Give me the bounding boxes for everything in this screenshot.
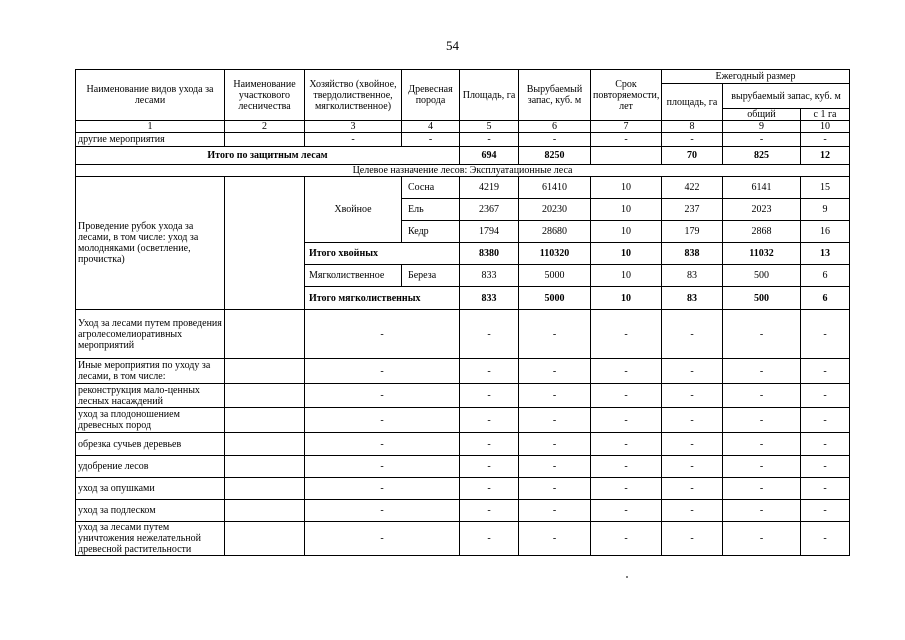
cell: -: [460, 384, 519, 408]
cell: -: [305, 456, 460, 478]
empty-cell: [225, 359, 305, 384]
cell-label: Иные мероприятия по уходу за лесами, в том числе:: [76, 359, 225, 384]
cell: -: [305, 500, 460, 522]
cell: 500: [723, 287, 801, 310]
cell: -: [801, 433, 850, 456]
cell: -: [519, 310, 591, 359]
header-col9: общий: [723, 109, 801, 121]
cell: -: [460, 408, 519, 433]
cell: -: [460, 456, 519, 478]
col-number: 8: [662, 121, 723, 133]
cell: -: [591, 478, 662, 500]
empty-cell: [225, 177, 305, 310]
cell: 6: [801, 287, 850, 310]
cell: -: [591, 433, 662, 456]
cell-label: Уход за лесами путем проведения агролесомелиоративных мероприятий: [76, 310, 225, 359]
cell: 8250: [519, 147, 591, 165]
cell: -: [519, 433, 591, 456]
cell: 6141: [723, 177, 801, 199]
header-col8: площадь, га: [662, 84, 723, 121]
cell: 237: [662, 199, 723, 221]
cell: -: [662, 478, 723, 500]
cell: 20230: [519, 199, 591, 221]
total-protective-label: Итого по защитным лесам: [76, 147, 460, 165]
cell: 2868: [723, 221, 801, 243]
cell: -: [305, 359, 460, 384]
page-number: 54: [446, 38, 459, 53]
cell: -: [591, 522, 662, 556]
cell: -: [662, 522, 723, 556]
cell: -: [591, 500, 662, 522]
cell: 5000: [519, 265, 591, 287]
cell: -: [662, 433, 723, 456]
total-softwood-label: Итого мягколиственных: [305, 287, 460, 310]
cell: [591, 147, 662, 165]
cell: 179: [662, 221, 723, 243]
cell: -: [460, 359, 519, 384]
cell: -: [662, 500, 723, 522]
empty-cell: [225, 500, 305, 522]
cell: -: [519, 384, 591, 408]
table-row: [76, 384, 850, 408]
cell: -: [591, 133, 662, 147]
table-row: [76, 133, 850, 147]
cell: -: [723, 384, 801, 408]
cell: -: [801, 384, 850, 408]
forest-care-table: [75, 69, 850, 556]
cell: 28680: [519, 221, 591, 243]
table-row: [76, 478, 850, 500]
cell: -: [519, 522, 591, 556]
empty-cell: [225, 408, 305, 433]
cell: 838: [662, 243, 723, 265]
cell: -: [801, 500, 850, 522]
cell: -: [591, 384, 662, 408]
cell: -: [305, 133, 402, 147]
cell: 825: [723, 147, 801, 165]
cell: 16: [801, 221, 850, 243]
cell: -: [723, 478, 801, 500]
cell: 61410: [519, 177, 591, 199]
cell: 500: [723, 265, 801, 287]
cell: -: [591, 408, 662, 433]
cell: -: [591, 359, 662, 384]
cell: -: [723, 433, 801, 456]
header-annual: Ежегодный размер: [662, 70, 850, 84]
cell: 110320: [519, 243, 591, 265]
cell: 10: [591, 287, 662, 310]
col-number: 6: [519, 121, 591, 133]
empty-cell: [225, 433, 305, 456]
cell: 10: [591, 177, 662, 199]
header-col10: с 1 га: [801, 109, 850, 121]
header-col2: Наименование участкового лесничества: [225, 70, 305, 121]
cell: 11032: [723, 243, 801, 265]
cell: -: [519, 500, 591, 522]
table-row: [76, 456, 850, 478]
col-number: 3: [305, 121, 402, 133]
table-row: [76, 177, 850, 199]
cell-label: другие мероприятия: [76, 133, 225, 147]
cell: -: [305, 522, 460, 556]
cell: -: [801, 456, 850, 478]
cell: 12: [801, 147, 850, 165]
cell: 10: [591, 265, 662, 287]
cell: -: [801, 478, 850, 500]
cell-label: уход за подлеском: [76, 500, 225, 522]
total-coniferous-label: Итого хвойных: [305, 243, 460, 265]
header-annual-stock: вырубаемый запас, куб. м: [723, 84, 850, 109]
total-row: [76, 147, 850, 165]
cell: -: [801, 133, 850, 147]
empty-cell: [225, 384, 305, 408]
cell-label: уход за лесами путем уничтожения нежелательной древесной растительности: [76, 522, 225, 556]
species-birch: Береза: [402, 265, 460, 287]
cell: -: [519, 456, 591, 478]
cell: -: [519, 133, 591, 147]
cell: 2023: [723, 199, 801, 221]
cell: 8380: [460, 243, 519, 265]
cell: -: [723, 522, 801, 556]
cell: 2367: [460, 199, 519, 221]
cell: -: [662, 310, 723, 359]
cell: 10: [591, 199, 662, 221]
scan-speck: [626, 576, 628, 578]
cell: 1794: [460, 221, 519, 243]
section-title: Целевое назначение лесов: Эксплуатационные леса: [76, 165, 850, 177]
col-number: 5: [460, 121, 519, 133]
empty-cell: [225, 522, 305, 556]
cell: -: [801, 522, 850, 556]
table-row: [76, 310, 850, 359]
col-number: 10: [801, 121, 850, 133]
cell: -: [723, 310, 801, 359]
cell: 13: [801, 243, 850, 265]
cell: 5000: [519, 287, 591, 310]
header-col4: Древесная порода: [402, 70, 460, 121]
cell: 83: [662, 287, 723, 310]
cell: -: [402, 133, 460, 147]
empty-cell: [225, 478, 305, 500]
col-number: 4: [402, 121, 460, 133]
cell: -: [723, 133, 801, 147]
cell: -: [460, 133, 519, 147]
cell: 694: [460, 147, 519, 165]
cell: -: [460, 478, 519, 500]
cell-label: удобрение лесов: [76, 456, 225, 478]
col-number: 2: [225, 121, 305, 133]
cell: 83: [662, 265, 723, 287]
cell-label: уход за плодоношением древесных пород: [76, 408, 225, 433]
cell: 4219: [460, 177, 519, 199]
cell: -: [305, 310, 460, 359]
cell: -: [519, 408, 591, 433]
cell: -: [460, 310, 519, 359]
cell: -: [662, 456, 723, 478]
species-spruce: Ель: [402, 199, 460, 221]
cell: -: [801, 408, 850, 433]
cell: 833: [460, 265, 519, 287]
cell: -: [305, 408, 460, 433]
table-row: [76, 359, 850, 384]
cell: -: [305, 384, 460, 408]
cell: -: [723, 408, 801, 433]
cell: 9: [801, 199, 850, 221]
cell: -: [723, 500, 801, 522]
cell: -: [723, 456, 801, 478]
table-row: [76, 433, 850, 456]
header-col3: Хозяйство (хвойное, твердолиственное, мягколиственное): [305, 70, 402, 121]
cell: -: [519, 359, 591, 384]
cell: 15: [801, 177, 850, 199]
cell: 10: [591, 243, 662, 265]
header-col6: Вырубаемый запас, куб. м: [519, 70, 591, 121]
softwood-label: Мягколиственное: [305, 265, 402, 287]
cell: -: [591, 456, 662, 478]
header-col5: Площадь, га: [460, 70, 519, 121]
coniferous-label: Хвойное: [305, 177, 402, 243]
header-col1: Наименование видов ухода за лесами: [76, 70, 225, 121]
cell: -: [460, 500, 519, 522]
cell: -: [662, 133, 723, 147]
cell: -: [305, 478, 460, 500]
table-row: [76, 522, 850, 556]
cell: -: [662, 408, 723, 433]
table-row: [76, 408, 850, 433]
cell: 833: [460, 287, 519, 310]
cell-label: уход за опушками: [76, 478, 225, 500]
cell: 10: [591, 221, 662, 243]
cell-label: обрезка сучьев деревьев: [76, 433, 225, 456]
empty-cell: [225, 310, 305, 359]
thinning-label: Проведение рубок ухода за лесами, в том числе: уход за молодняками (осветление, прочистка): [76, 177, 225, 310]
cell: -: [723, 359, 801, 384]
cell: 70: [662, 147, 723, 165]
cell: -: [460, 433, 519, 456]
col-number: 9: [723, 121, 801, 133]
section-row: [76, 165, 850, 177]
header-col7: Срок повторяемости, лет: [591, 70, 662, 121]
cell: -: [519, 478, 591, 500]
cell: 422: [662, 177, 723, 199]
cell: -: [305, 433, 460, 456]
species-pine: Сосна: [402, 177, 460, 199]
table-row: [76, 500, 850, 522]
col-number: 7: [591, 121, 662, 133]
cell-label: реконструкция мало-ценных лесных насаждений: [76, 384, 225, 408]
cell: -: [662, 359, 723, 384]
empty-cell: [225, 456, 305, 478]
cell: 6: [801, 265, 850, 287]
cell: -: [801, 310, 850, 359]
cell: -: [662, 384, 723, 408]
col-number: 1: [76, 121, 225, 133]
cell: [225, 133, 305, 147]
species-cedar: Кедр: [402, 221, 460, 243]
cell: -: [460, 522, 519, 556]
cell: -: [591, 310, 662, 359]
cell: -: [801, 359, 850, 384]
